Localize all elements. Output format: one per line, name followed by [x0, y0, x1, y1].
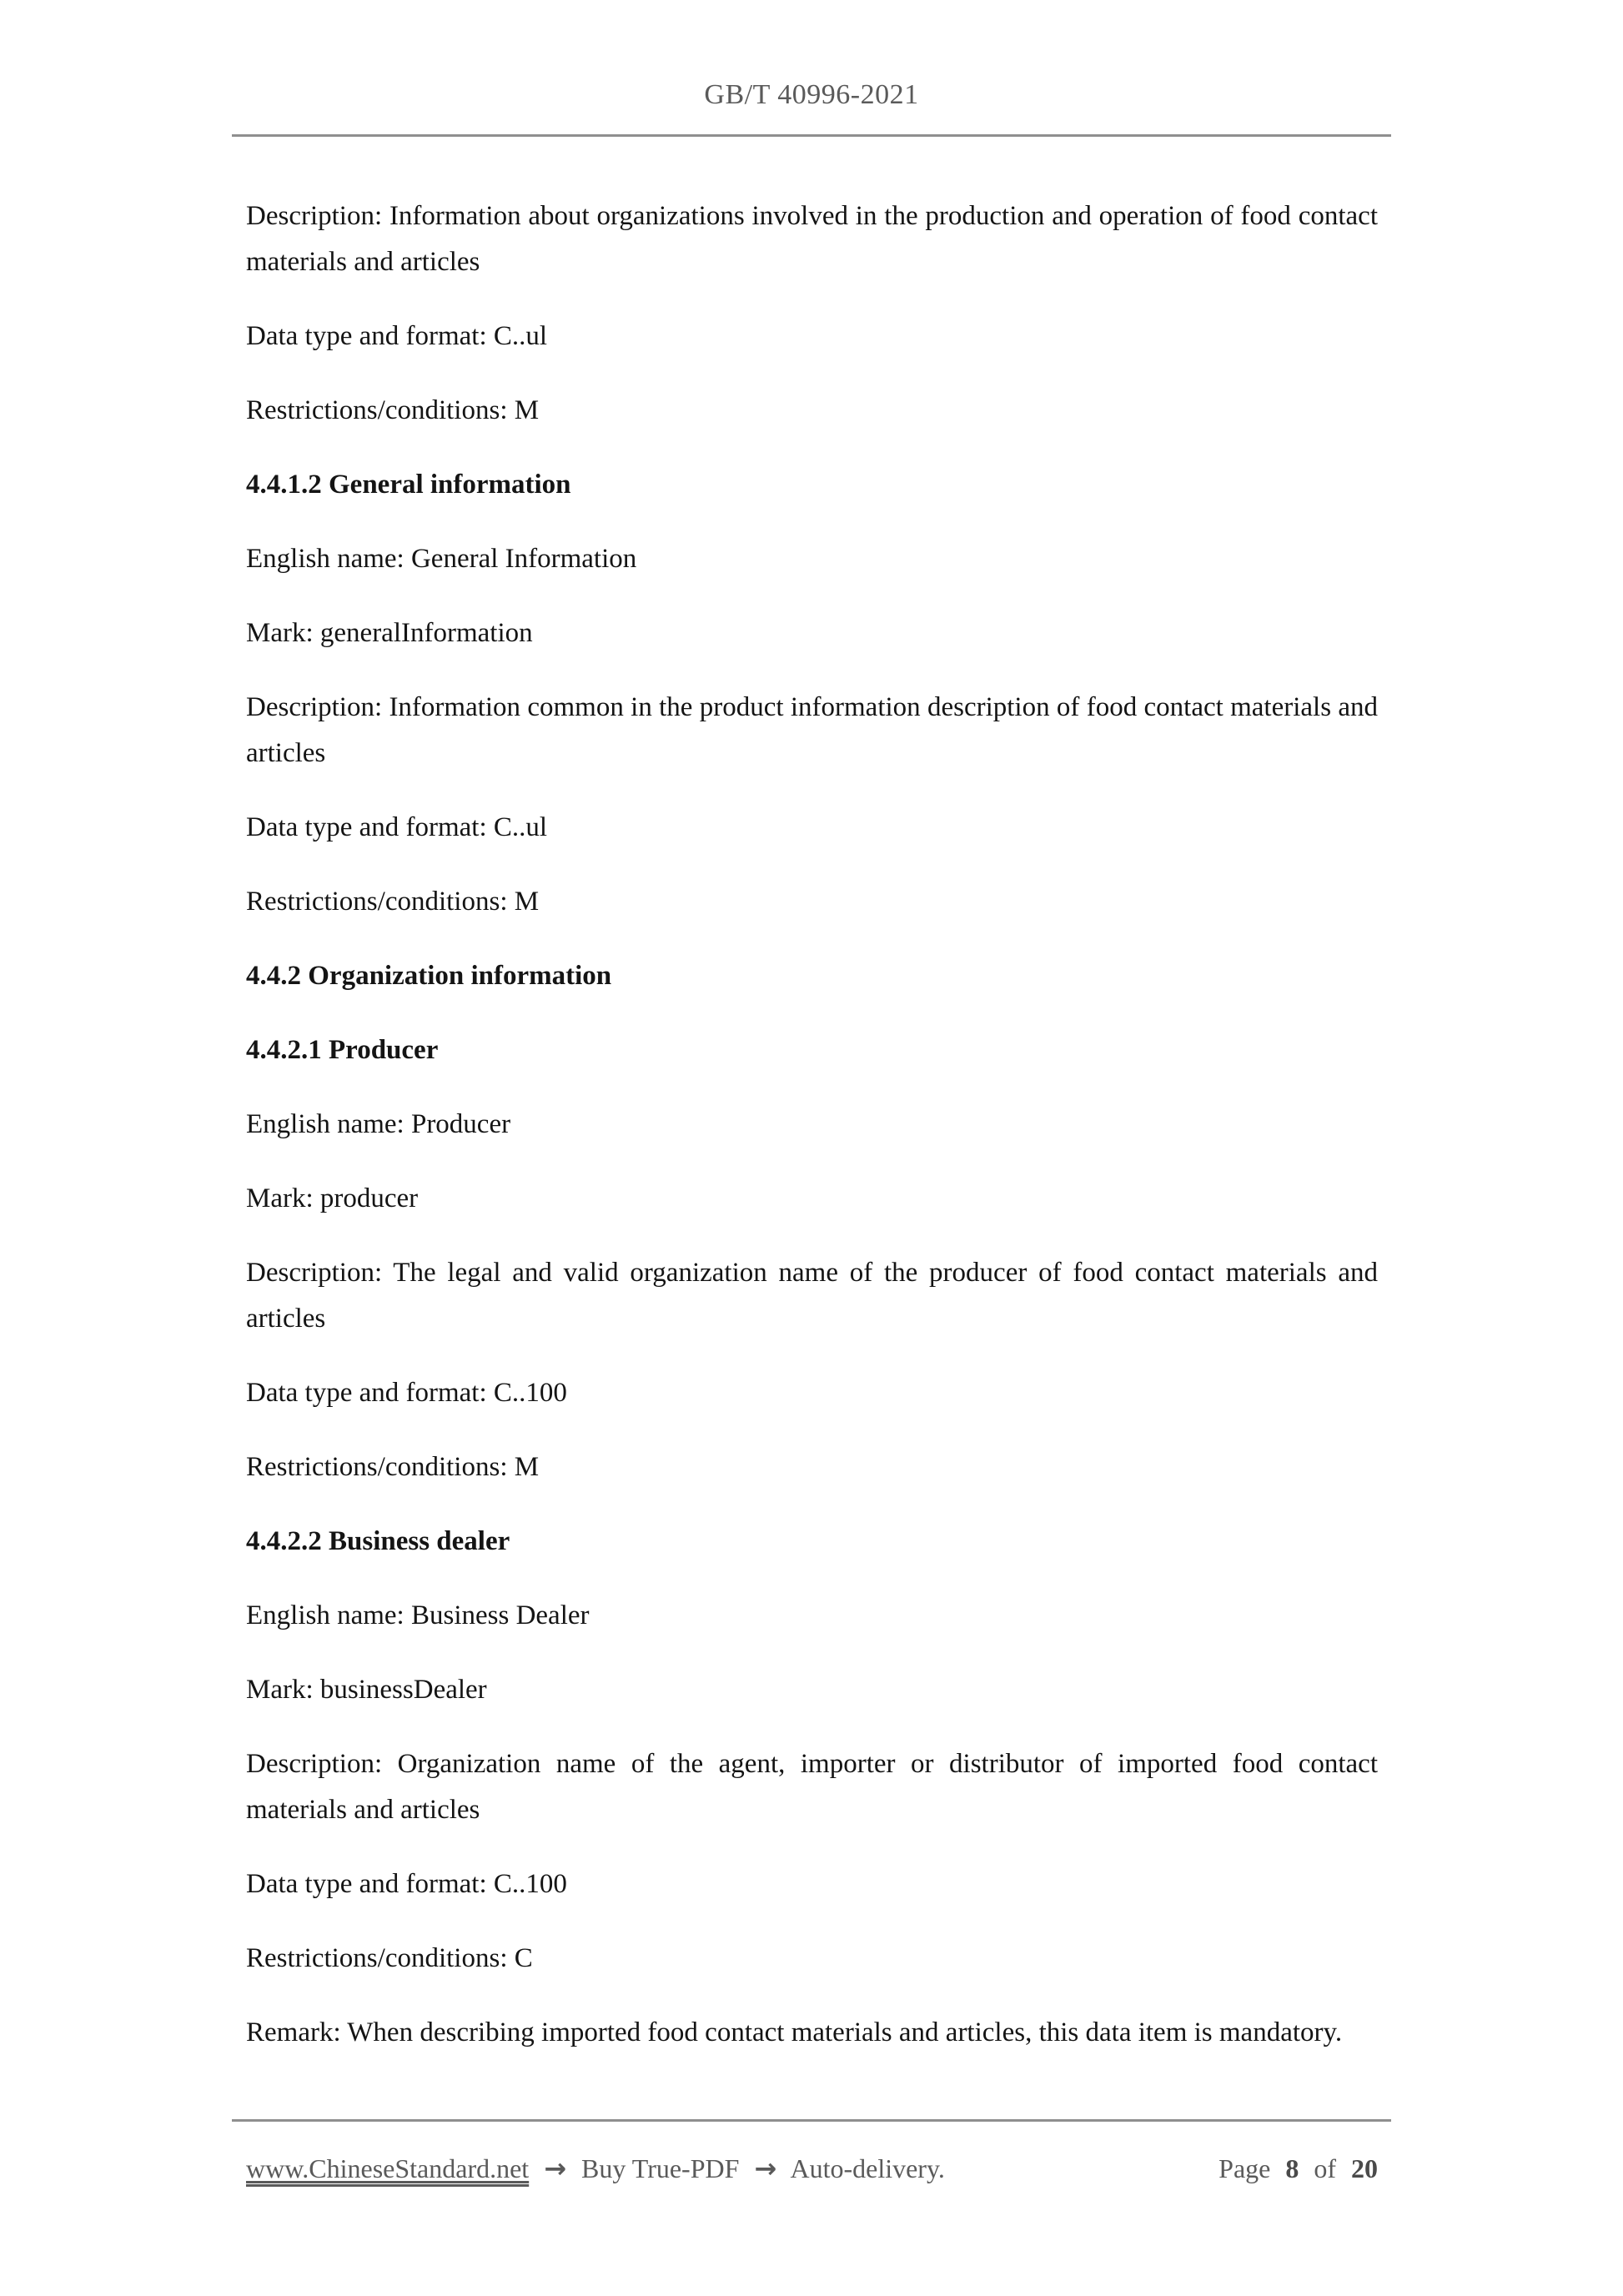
body-paragraph: Description: Information common in the product information description of food contact materials and articles: [246, 692, 1378, 768]
arrow-right-icon: →: [754, 2153, 777, 2184]
footer-auto-delivery-label: Auto-delivery.: [790, 2153, 945, 2183]
section-heading: 4.4.1.2 General information: [246, 470, 571, 500]
body-paragraph: Description: The legal and valid organization name of the producer of food contact materials and articles: [246, 1258, 1378, 1334]
footer-buy-true-pdf-label: Buy True-PDF: [581, 2153, 740, 2183]
section-heading: 4.4.2.1 Producer: [246, 1035, 439, 1065]
section-heading: 4.4.2 Organization information: [246, 961, 612, 991]
footer-website-link[interactable]: www.ChineseStandard.net: [246, 2153, 530, 2183]
body-paragraph: Restrictions/conditions: M: [246, 887, 540, 917]
body-paragraph: Restrictions/conditions: M: [246, 1452, 540, 1482]
page-number-indicator: [1219, 2148, 1378, 2188]
arrow-right-icon: →: [544, 2153, 566, 2184]
page-label: Page: [1219, 2153, 1271, 2183]
document-body: [246, 138, 1378, 2084]
body-paragraph: English name: Business Dealer: [246, 1600, 590, 1630]
body-paragraph: Data type and format: C..ul: [246, 812, 548, 842]
body-paragraph: Remark: When describing imported food contact materials and articles, this data item is mandatory.: [246, 2017, 1343, 2047]
total-page-count: 20: [1351, 2153, 1378, 2183]
current-page-number: 8: [1285, 2153, 1299, 2183]
body-paragraph: Mark: businessDealer: [246, 1675, 487, 1705]
body-paragraph: English name: Producer: [246, 1109, 511, 1139]
body-paragraph: Restrictions/conditions: C: [246, 1943, 533, 1973]
body-paragraph: Mark: generalInformation: [246, 618, 533, 648]
body-paragraph: Restrictions/conditions: M: [246, 395, 540, 425]
body-paragraph: Data type and format: C..ul: [246, 321, 548, 351]
page-header-standard-code: GB/T 40996-2021: [704, 79, 919, 110]
body-paragraph: English name: General Information: [246, 544, 637, 574]
body-paragraph: Description: Information about organizations involved in the production and operation of food contact materials and articles: [246, 201, 1378, 277]
of-label: of: [1314, 2153, 1336, 2183]
body-paragraph: Data type and format: C..100: [246, 1378, 567, 1408]
page-footer: [246, 2148, 1378, 2188]
section-heading: 4.4.2.2 Business dealer: [246, 1526, 510, 1556]
header-divider-line: [232, 134, 1391, 137]
body-paragraph: Description: Organization name of the agent, importer or distributor of imported food contact materials and articles: [246, 1749, 1378, 1825]
body-paragraph: Mark: producer: [246, 1183, 419, 1213]
footer-divider-line: [232, 2119, 1391, 2122]
footer-source-line: [246, 2148, 945, 2188]
body-paragraph: Data type and format: C..100: [246, 1869, 567, 1899]
